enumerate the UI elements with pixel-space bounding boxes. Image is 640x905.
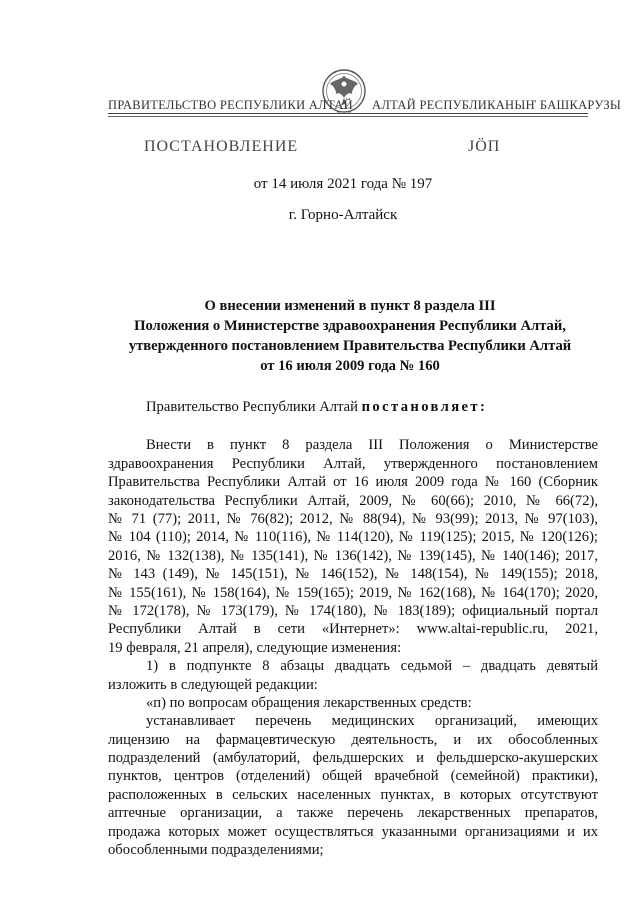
paragraph-line: здравоохранения Республики Алтай, утвержденного постановлением (108, 455, 598, 472)
paragraph-line: № 155(161), № 158(164), № 159(165); 2019, № 162(168), № 164(170); 2020, (108, 584, 598, 601)
item-line: 1) в подпункте 8 абзацы двадцать седьмой – двадцать девятый (146, 658, 598, 675)
paragraph-line: № 172(178), № 173(179), № 174(180), № 183(189); официальный портал (108, 602, 598, 619)
preamble-decrees: постановляет: (361, 399, 488, 415)
decree-date-number: от 14 июля 2021 года № 197 (253, 176, 433, 192)
preamble (108, 398, 598, 416)
paragraph-line: Внести в пункт 8 раздела III Положения о Министерстве (146, 437, 598, 454)
title-line: Положения о Министерстве здравоохранения Республики Алтай, (134, 318, 566, 334)
government-name-russian: ПРАВИТЕЛЬСТВО РЕСПУБЛИКИ АЛТАЙ (108, 98, 353, 112)
paragraph-line: 19 февраля, 21 апреля), следующие изменения: (108, 639, 402, 656)
preamble-text: Правительство Республики Алтай (146, 399, 362, 415)
header-rule-thin (108, 116, 588, 117)
quote-heading: «п) по вопросам обращения лекарственных средств: (146, 694, 472, 711)
title-line: утвержденного постановлением Правительства Республики Алтай (128, 338, 572, 354)
paragraph-line: аптечные организации, а также перечень лекарственных препаратов, (108, 805, 598, 822)
paragraph-line: № 104 (110); 2014, № 110(116), № 114(120), № 119(125); 2015, № 120(126); (108, 529, 598, 546)
paragraph-line: устанавливает перечень медицинских организаций, имеющих (146, 713, 598, 730)
paragraph-line: расположенных в сельских населенных пунктах, в которых отсутствуют (108, 786, 598, 803)
paragraph-line: 2016, № 132(138), № 135(141), № 136(142), № 139(145), № 140(146); 2017, (108, 547, 598, 564)
paragraph-line: подразделений (амбулаторий, фельдшерских и фельдшерско-акушерских (108, 750, 598, 767)
decree-title (110, 296, 590, 376)
title-line: О внесении изменений в пункт 8 раздела III (204, 298, 496, 314)
paragraph-line: Правительства Республики Алтай от 16 июля 2009 года № 160 (Сборник (108, 474, 598, 491)
title-line: от 16 июля 2009 года № 160 (260, 358, 440, 374)
paragraph-line: № 71 (77); 2011, № 76(82); 2012, № 88(94), № 93(99); 2013, № 97(103), (108, 510, 598, 527)
paragraph-line: продажа которых может осуществляться указанными организациями и их (108, 823, 598, 840)
decree-city: г. Горно-Алтайск (288, 207, 398, 223)
paragraph-line: Республики Алтай в сети «Интернет»: www.altai-republic.ru, 2021, (108, 621, 598, 638)
government-name-altai: АЛТАЙ РЕСПУБЛИКАНЫҤ БАШКАРУЗЫ (372, 98, 622, 112)
paragraph-line: пунктов, центров (отделений) общей врачебной (семейной) практики), (108, 768, 598, 785)
decree-type-altai: ЈӦП (468, 138, 501, 155)
header-rule (108, 113, 588, 114)
paragraph-line: № 143 (149), № 145(151), № 146(152), № 148(154), № 149(155); 2018, (108, 566, 598, 583)
item-line: изложить в следующей редакции: (108, 676, 318, 693)
paragraph-line: обособленными подразделениями; (108, 842, 324, 859)
decree-type-russian: ПОСТАНОВЛЕНИЕ (144, 138, 299, 155)
paragraph-line: лицензию на фармацевтическую деятельность, и их обособленных (108, 731, 598, 748)
decree-body (108, 398, 598, 859)
paragraph-line: законодательства Республики Алтай, 2009, № 60(66); 2010, № 66(72), (108, 492, 598, 509)
